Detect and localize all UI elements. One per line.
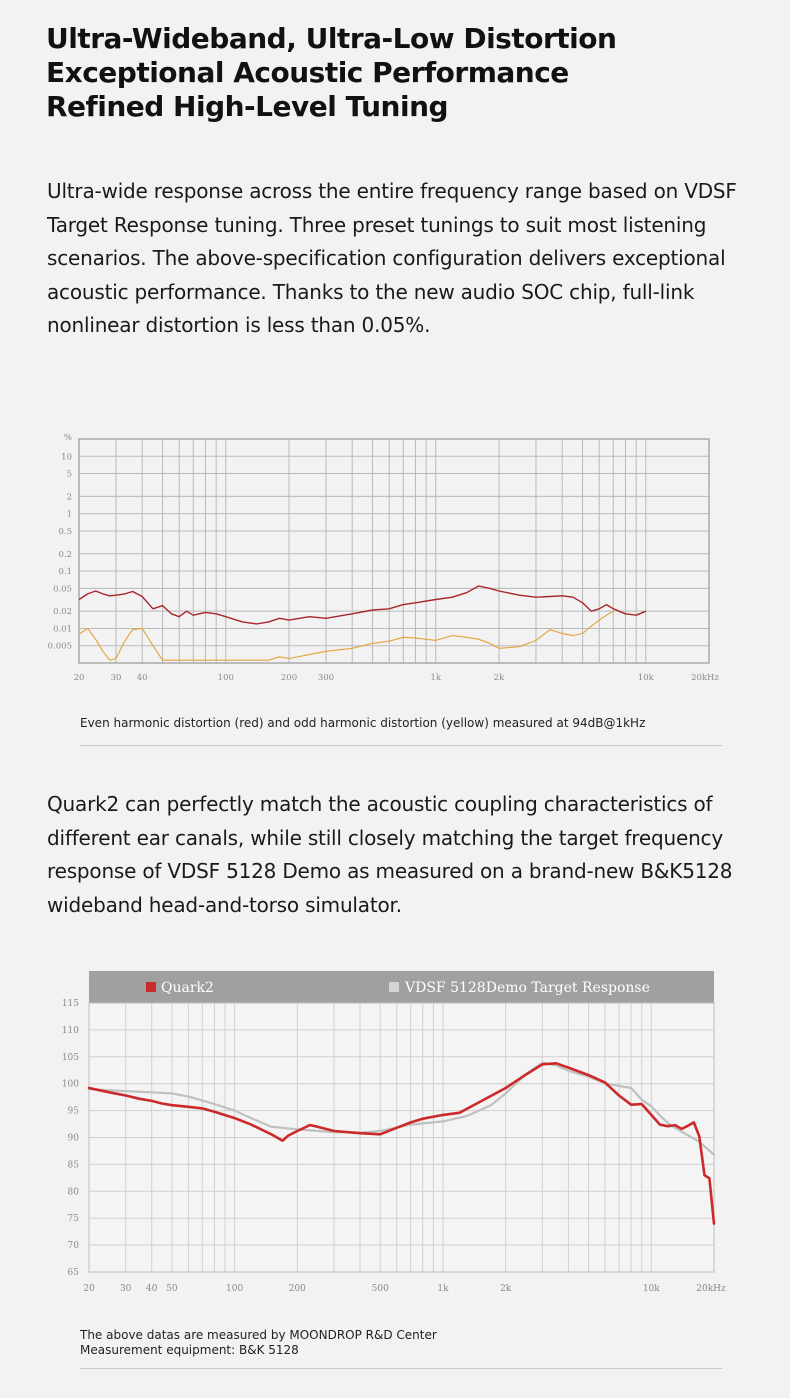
y-tick-label: 0.2 [58,549,72,560]
y-tick-label: 75 [67,1214,79,1225]
x-tick-label: 100 [217,673,234,683]
x-tick-label: 30 [119,1284,132,1294]
headline-line-3: Refined High-Level Tuning [46,90,449,123]
y-tick-label: 0.1 [58,567,72,578]
x-tick-label: 1k [430,673,442,683]
x-tick-label: 40 [136,673,148,683]
headline [46,22,746,124]
y-tick-label: 0.005 [47,641,72,652]
y-tick-label: 70 [67,1241,79,1252]
distortion-chart [0,430,790,690]
x-tick-label: 200 [288,1284,306,1294]
matching-paragraph: Quark2 can perfectly match the acoustic coupling characteristics of different ear canals, while still closely matching the target frequency response of VDSF 5128 Demo as measured on a brand-new B&K5128 wideband head-and-torso simulator. [47,792,733,917]
y-tick-label: 90 [67,1133,79,1144]
x-tick-label: 30 [110,673,122,683]
x-tick-label: 10k [637,673,654,683]
x-tick-label: 300 [317,673,335,683]
x-tick-label: 500 [371,1284,389,1294]
x-tick-label: 2k [500,1284,512,1294]
y-tick-label: 110 [61,1025,79,1036]
legend-swatch-target [389,982,399,992]
y-tick-label: 1 [66,509,72,520]
y-tick-label: 100 [61,1079,79,1090]
x-tick-label: 20kHz [696,1284,726,1294]
x-tick-label: 2k [493,673,505,683]
distortion-caption: Even harmonic distortion (red) and odd harmonic distortion (yellow) measured at 94dB@1kHz [80,716,646,730]
y-tick-label: 65 [67,1268,79,1278]
divider-1 [80,745,722,746]
measurement-caption-line-1: The above datas are measured by MOONDROP R&D Center [80,1328,437,1342]
x-tick-label: 50 [166,1284,178,1294]
y-tick-label: 0.05 [53,584,72,595]
x-tick-label: 20 [83,1284,95,1294]
headline-line-1: Ultra-Wideband, Ultra-Low Distortion [46,22,617,55]
y-axis-unit: % [63,433,72,443]
y-tick-label: 0.5 [58,526,72,537]
x-tick-label: 10k [642,1284,660,1294]
x-tick-label: 20 [73,673,85,683]
y-tick-label: 2 [66,492,72,503]
y-tick-label: 5 [66,469,72,480]
frequency-response-chart [0,965,790,1295]
legend-label-quark2: Quark2 [161,980,214,996]
y-tick-label: 115 [61,999,79,1009]
y-tick-label: 80 [67,1187,79,1198]
y-tick-label: 0.01 [53,624,72,635]
headline-line-2: Exceptional Acoustic Performance [46,56,569,89]
y-tick-label: 10 [61,452,72,463]
plot-area [79,439,709,663]
x-tick-label: 200 [280,673,298,683]
measurement-caption [80,1328,437,1358]
y-tick-label: 105 [61,1052,79,1063]
legend-swatch-quark2 [146,982,156,992]
x-tick-label: 1k [437,1284,449,1294]
x-tick-label: 40 [145,1284,158,1294]
y-tick-label: 95 [67,1106,79,1117]
x-tick-label: 20kHz [691,673,719,683]
legend-label-target: VDSF 5128Demo Target Response [405,980,650,996]
measurement-caption-line-2: Measurement equipment: B&K 5128 [80,1343,299,1357]
intro-paragraph: Ultra-wide response across the entire frequency range based on VDSF Target Response tuning. Three preset tunings to suit most listening scenarios. The above-specification configuration delivers exceptional acoustic performance. Thanks to the new audio SOC chip, full-link nonlinear distortion is less than 0.05%. [47,179,737,337]
y-tick-label: 85 [67,1160,79,1171]
x-tick-label: 100 [226,1284,244,1294]
y-tick-label: 0.02 [53,607,72,618]
divider-2 [80,1368,722,1369]
